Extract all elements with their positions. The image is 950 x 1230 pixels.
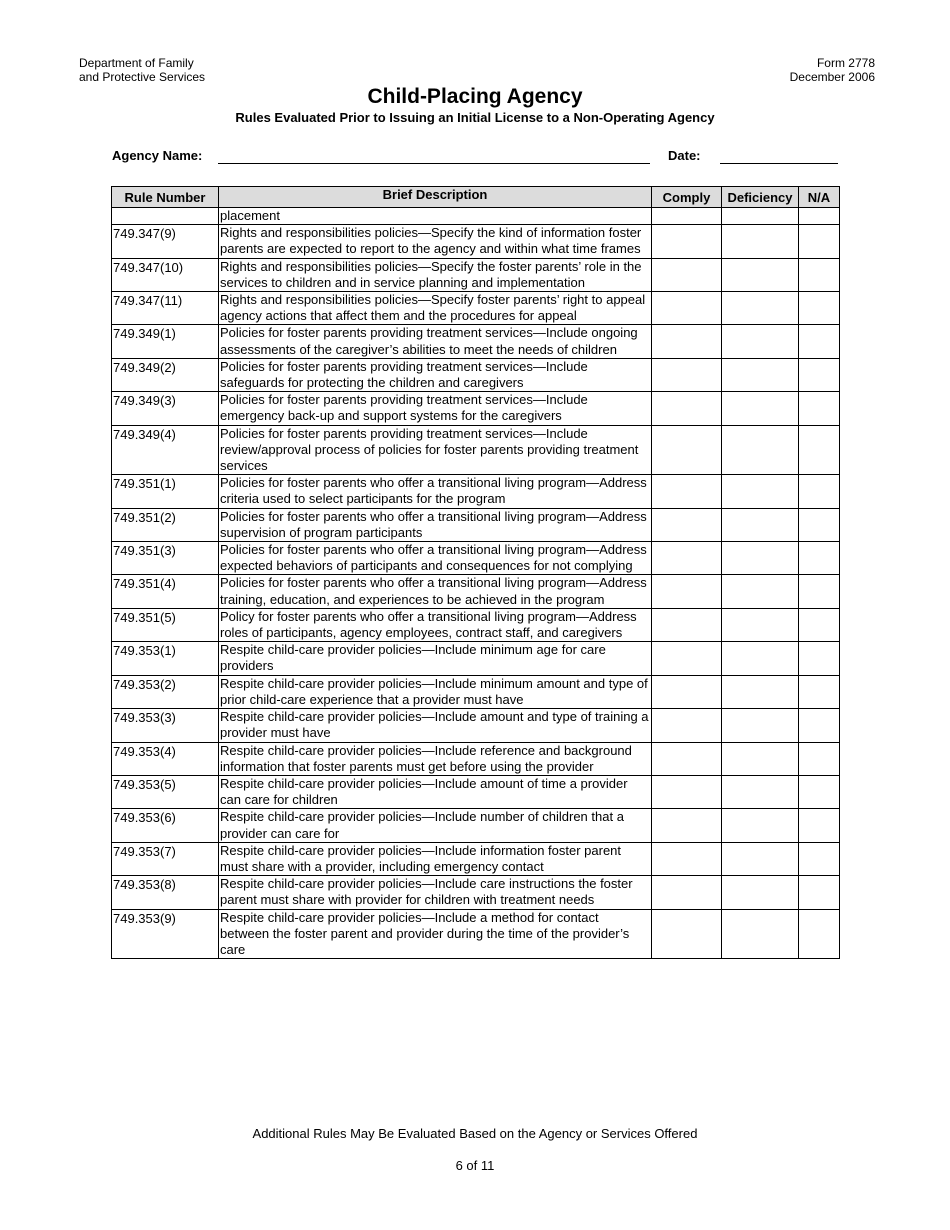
description-cell: Policies for foster parents who offer a transitional living program—Address supervision of program participants xyxy=(219,508,652,541)
deficiency-cell[interactable] xyxy=(722,358,799,391)
rule-number-cell: 749.353(8) xyxy=(112,876,219,909)
description-cell: Rights and responsibilities policies—Specify the foster parents’ role in the services to children and in service planning and implementation xyxy=(219,258,652,291)
comply-cell[interactable] xyxy=(652,392,722,425)
deficiency-cell[interactable] xyxy=(722,542,799,575)
comply-cell[interactable] xyxy=(652,542,722,575)
description-cell: Policies for foster parents who offer a transitional living program—Address training, education, and experiences to be achieved in the program xyxy=(219,575,652,608)
table-header-row xyxy=(112,187,840,208)
na-cell[interactable] xyxy=(799,575,840,608)
na-cell[interactable] xyxy=(799,325,840,358)
description-cell: Respite child-care provider policies—Include number of children that a provider can care for xyxy=(219,809,652,842)
date-field[interactable] xyxy=(720,163,838,164)
deficiency-cell[interactable] xyxy=(722,508,799,541)
rule-number-cell: 749.353(7) xyxy=(112,842,219,875)
rule-number-cell: 749.353(1) xyxy=(112,642,219,675)
na-cell[interactable] xyxy=(799,876,840,909)
description-cell: Policies for foster parents providing treatment services—Include review/approval process of policies for foster parents providing treatment services xyxy=(219,425,652,475)
form-info xyxy=(790,56,875,84)
na-cell[interactable] xyxy=(799,392,840,425)
deficiency-cell[interactable] xyxy=(722,709,799,742)
date-label: Date: xyxy=(668,148,701,163)
na-cell[interactable] xyxy=(799,475,840,508)
description-cell: Policies for foster parents providing treatment services—Include emergency back-up and support systems for the caregivers xyxy=(219,392,652,425)
rule-number-cell: 749.353(5) xyxy=(112,775,219,808)
page-number: 6 of 11 xyxy=(455,1158,495,1173)
rule-number-cell: 749.347(9) xyxy=(112,225,219,258)
comply-cell[interactable] xyxy=(652,325,722,358)
page-subtitle: Rules Evaluated Prior to Issuing an Initial License to a Non-Operating Agency xyxy=(235,110,715,125)
department-name xyxy=(79,56,205,84)
table-row xyxy=(112,909,840,959)
comply-cell[interactable] xyxy=(652,642,722,675)
na-cell[interactable] xyxy=(799,208,840,225)
rule-number-cell: 749.351(5) xyxy=(112,608,219,641)
description-cell: Respite child-care provider policies—Include information foster parent must share with a provider, including emergency contact xyxy=(219,842,652,875)
table-row xyxy=(112,675,840,708)
na-cell[interactable] xyxy=(799,675,840,708)
deficiency-cell[interactable] xyxy=(722,425,799,475)
table-row xyxy=(112,358,840,391)
description-cell: Rights and responsibilities policies—Specify the kind of information foster parents are expected to report to the agency and within what time frames xyxy=(219,225,652,258)
description-cell: placement xyxy=(219,208,652,225)
comply-cell[interactable] xyxy=(652,742,722,775)
deficiency-cell[interactable] xyxy=(722,675,799,708)
department-line-2: and Protective Services xyxy=(79,70,206,84)
comply-cell[interactable] xyxy=(652,292,722,325)
na-cell[interactable] xyxy=(799,225,840,258)
description-cell: Respite child-care provider policies—Include a method for contact between the foster parent and provider during the time of the provider’s care xyxy=(219,909,652,959)
rule-number-cell: 749.349(2) xyxy=(112,358,219,391)
table-row xyxy=(112,575,840,608)
na-cell[interactable] xyxy=(799,642,840,675)
rule-number-cell: 749.351(3) xyxy=(112,542,219,575)
table-row xyxy=(112,508,840,541)
rule-number-cell: 749.351(1) xyxy=(112,475,219,508)
comply-cell[interactable] xyxy=(652,775,722,808)
na-cell[interactable] xyxy=(799,508,840,541)
na-cell[interactable] xyxy=(799,542,840,575)
form-number: Form 2778 xyxy=(816,56,875,70)
comply-cell[interactable] xyxy=(652,842,722,875)
table-row xyxy=(112,258,840,291)
department-line-1: Department of Family xyxy=(79,56,194,70)
na-cell[interactable] xyxy=(799,842,840,875)
comply-cell[interactable] xyxy=(652,508,722,541)
rule-number-cell: 749.353(4) xyxy=(112,742,219,775)
rule-number-cell: 749.349(3) xyxy=(112,392,219,425)
deficiency-cell[interactable] xyxy=(722,876,799,909)
table-row xyxy=(112,325,840,358)
comply-cell[interactable] xyxy=(652,225,722,258)
rule-number-cell: 749.349(1) xyxy=(112,325,219,358)
agency-name-field[interactable] xyxy=(218,163,650,164)
rules-table xyxy=(111,186,840,959)
description-cell: Policies for foster parents providing treatment services—Include safeguards for protecting the children and caregivers xyxy=(219,358,652,391)
na-cell[interactable] xyxy=(799,358,840,391)
deficiency-cell[interactable] xyxy=(722,642,799,675)
deficiency-cell[interactable] xyxy=(722,775,799,808)
agency-name-label: Agency Name: xyxy=(112,148,203,163)
deficiency-cell[interactable] xyxy=(722,225,799,258)
description-cell: Policies for foster parents providing treatment services—Include ongoing assessments of the caregiver’s abilities to meet the needs of children xyxy=(219,325,652,358)
col-header-comply: Comply xyxy=(652,187,722,208)
description-cell: Policies for foster parents who offer a transitional living program—Address criteria used to select participants for the program xyxy=(219,475,652,508)
rule-number-cell: 749.351(4) xyxy=(112,575,219,608)
deficiency-cell[interactable] xyxy=(722,575,799,608)
deficiency-cell[interactable] xyxy=(722,842,799,875)
rule-number-cell: 749.349(4) xyxy=(112,425,219,475)
rule-number-cell: 749.347(11) xyxy=(112,292,219,325)
deficiency-cell[interactable] xyxy=(722,208,799,225)
comply-cell[interactable] xyxy=(652,425,722,475)
comply-cell[interactable] xyxy=(652,675,722,708)
form-date: December 2006 xyxy=(789,70,875,84)
table-row xyxy=(112,475,840,508)
comply-cell[interactable] xyxy=(652,258,722,291)
deficiency-cell[interactable] xyxy=(722,909,799,959)
rule-number-cell: 749.353(2) xyxy=(112,675,219,708)
deficiency-cell[interactable] xyxy=(722,292,799,325)
na-cell[interactable] xyxy=(799,775,840,808)
table-row xyxy=(112,809,840,842)
comply-cell[interactable] xyxy=(652,475,722,508)
comply-cell[interactable] xyxy=(652,608,722,641)
description-cell: Respite child-care provider policies—Include amount and type of training a provider must have xyxy=(219,709,652,742)
table-row xyxy=(112,542,840,575)
na-cell[interactable] xyxy=(799,292,840,325)
comply-cell[interactable] xyxy=(652,208,722,225)
table-row xyxy=(112,876,840,909)
rule-number-cell: 749.351(2) xyxy=(112,508,219,541)
rule-number-cell xyxy=(112,208,219,225)
footer-note: Additional Rules May Be Evaluated Based on the Agency or Services Offered xyxy=(252,1126,698,1141)
col-header-na: N/A xyxy=(799,187,840,208)
description-cell: Respite child-care provider policies—Include amount of time a provider can care for children xyxy=(219,775,652,808)
deficiency-cell[interactable] xyxy=(722,258,799,291)
na-cell[interactable] xyxy=(799,608,840,641)
description-cell: Respite child-care provider policies—Include minimum amount and type of prior child-care experience that a provider must have xyxy=(219,675,652,708)
deficiency-cell[interactable] xyxy=(722,809,799,842)
deficiency-cell[interactable] xyxy=(722,392,799,425)
description-cell: Policies for foster parents who offer a transitional living program—Address expected behaviors of participants and consequences for not complying xyxy=(219,542,652,575)
comply-cell[interactable] xyxy=(652,909,722,959)
na-cell[interactable] xyxy=(799,742,840,775)
page-title: Child-Placing Agency xyxy=(367,85,583,108)
table-row xyxy=(112,608,840,641)
rule-number-cell: 749.353(3) xyxy=(112,709,219,742)
description-cell: Respite child-care provider policies—Include reference and background information that foster parents must get before using the provider xyxy=(219,742,652,775)
comply-cell[interactable] xyxy=(652,358,722,391)
rule-number-cell: 749.353(6) xyxy=(112,809,219,842)
comply-cell[interactable] xyxy=(652,575,722,608)
description-cell: Respite child-care provider policies—Include minimum age for care providers xyxy=(219,642,652,675)
comply-cell[interactable] xyxy=(652,709,722,742)
deficiency-cell[interactable] xyxy=(722,608,799,641)
table-row xyxy=(112,292,840,325)
comply-cell[interactable] xyxy=(652,809,722,842)
table-row xyxy=(112,225,840,258)
description-cell: Respite child-care provider policies—Include care instructions the foster parent must share with provider for children with treatment needs xyxy=(219,876,652,909)
table-row xyxy=(112,425,840,475)
rule-number-cell: 749.353(9) xyxy=(112,909,219,959)
description-cell: Policy for foster parents who offer a transitional living program—Address roles of participants, agency employees, contract staff, and caregivers xyxy=(219,608,652,641)
table-row xyxy=(112,392,840,425)
na-cell[interactable] xyxy=(799,425,840,475)
table-row xyxy=(112,709,840,742)
table-row xyxy=(112,775,840,808)
rule-number-cell: 749.347(10) xyxy=(112,258,219,291)
deficiency-cell[interactable] xyxy=(722,325,799,358)
col-header-deficiency: Deficiency xyxy=(722,187,799,208)
na-cell[interactable] xyxy=(799,258,840,291)
comply-cell[interactable] xyxy=(652,876,722,909)
deficiency-cell[interactable] xyxy=(722,475,799,508)
continuation-row xyxy=(112,208,840,225)
deficiency-cell[interactable] xyxy=(722,742,799,775)
description-cell: Rights and responsibilities policies—Specify foster parents’ right to appeal agency actions that affect them and the procedures for appeal xyxy=(219,292,652,325)
table-row xyxy=(112,842,840,875)
col-header-brief-description: Brief Description xyxy=(219,187,652,208)
na-cell[interactable] xyxy=(799,909,840,959)
col-header-rule-number: Rule Number xyxy=(112,187,219,208)
na-cell[interactable] xyxy=(799,709,840,742)
table-row xyxy=(112,742,840,775)
na-cell[interactable] xyxy=(799,809,840,842)
table-row xyxy=(112,642,840,675)
